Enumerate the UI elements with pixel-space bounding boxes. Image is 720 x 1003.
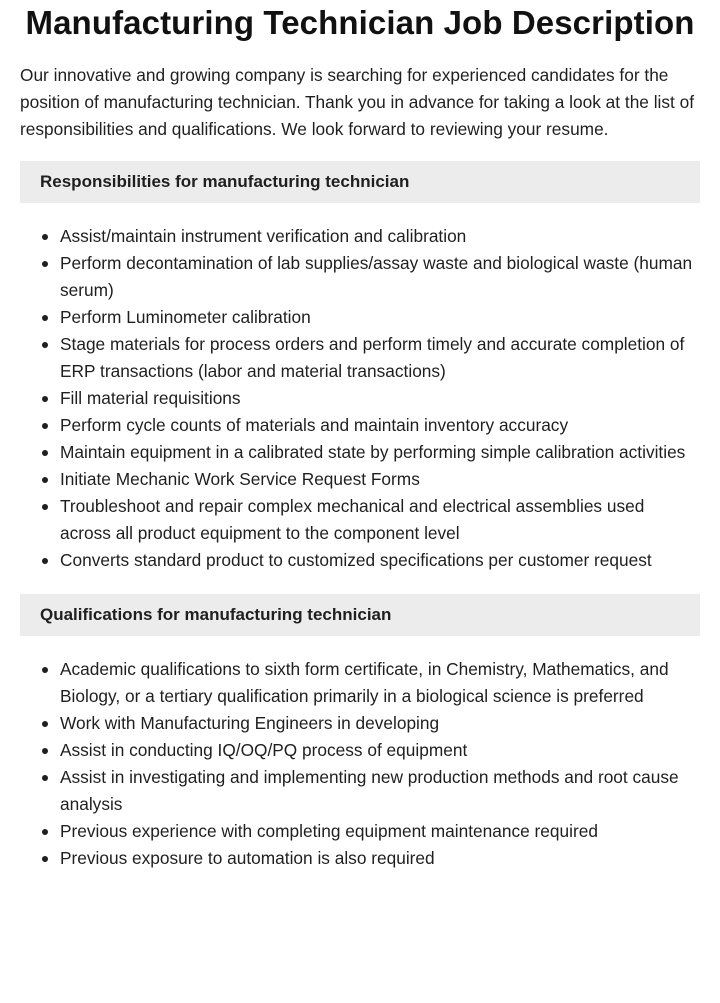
list-item: Work with Manufacturing Engineers in developing [60,710,700,737]
list-item: Stage materials for process orders and perform timely and accurate completion of ERP transactions (labor and material transactions) [60,331,700,385]
list-item: Perform cycle counts of materials and maintain inventory accuracy [60,412,700,439]
list-item: Assist in investigating and implementing new production methods and root cause analysis [60,764,700,818]
page-title: Manufacturing Technician Job Description [25,4,695,41]
list-item: Converts standard product to customized specifications per customer request [60,547,700,574]
list-item: Fill material requisitions [60,385,700,412]
list-item: Assist in conducting IQ/OQ/PQ process of equipment [60,737,700,764]
list-item: Initiate Mechanic Work Service Request Forms [60,466,700,493]
list-item: Maintain equipment in a calibrated state by performing simple calibration activities [60,439,700,466]
list-item: Previous exposure to automation is also required [60,845,700,872]
list-item: Perform Luminometer calibration [60,304,700,331]
list-item: Academic qualifications to sixth form certificate, in Chemistry, Mathematics, and Biology, or a tertiary qualification primarily in a biological science is preferred [60,656,700,710]
list-item: Perform decontamination of lab supplies/assay waste and biological waste (human serum) [60,250,700,304]
qualifications-list [20,656,700,872]
list-item: Assist/maintain instrument verification and calibration [60,223,700,250]
qualifications-heading: Qualifications for manufacturing technician [20,594,700,636]
responsibilities-heading: Responsibilities for manufacturing technician [20,161,700,203]
responsibilities-list [20,223,700,574]
list-item: Troubleshoot and repair complex mechanical and electrical assemblies used across all product equipment to the component level [60,493,700,547]
intro-paragraph: Our innovative and growing company is searching for experienced candidates for the position of manufacturing technician. Thank you in advance for taking a look at the list of responsibilities and qualifications. We look forward to reviewing your resume. [20,65,695,139]
list-item: Previous experience with completing equipment maintenance required [60,818,700,845]
